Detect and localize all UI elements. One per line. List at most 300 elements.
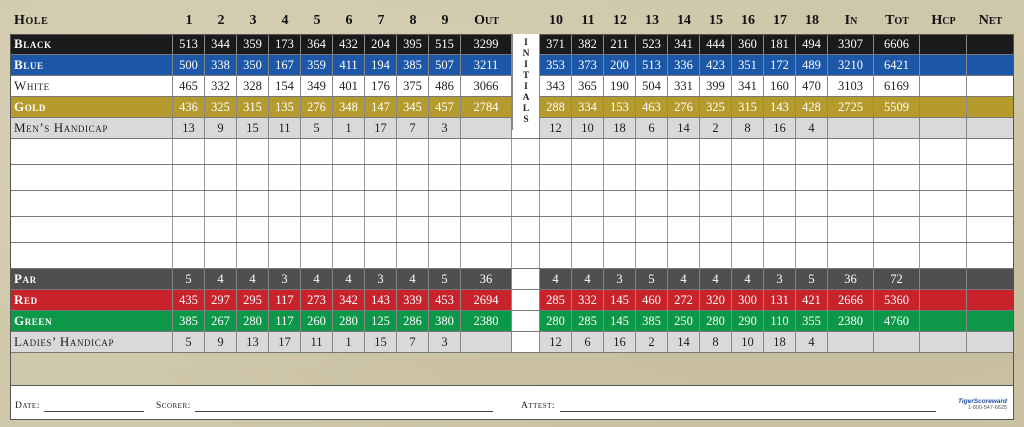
score-entry-row[interactable] — [10, 165, 1014, 191]
in-total: 36 — [828, 269, 874, 289]
hole-8-value: 395 — [397, 34, 429, 54]
signature-footer — [10, 386, 1014, 420]
score-cell[interactable] — [173, 139, 205, 164]
score-cell[interactable] — [269, 165, 301, 190]
hole-3-value: 15 — [237, 118, 269, 138]
score-entry-row[interactable] — [10, 243, 1014, 269]
initials-cell[interactable] — [512, 139, 540, 164]
date-field[interactable] — [44, 411, 144, 412]
score-cell[interactable] — [365, 139, 397, 164]
score-cell[interactable] — [365, 191, 397, 216]
net-cell[interactable] — [967, 243, 1014, 268]
hole-3-value: 315 — [237, 97, 269, 117]
hole-14-value: 331 — [668, 76, 700, 96]
hole-15-value: 325 — [700, 97, 732, 117]
hole-8-value: 286 — [397, 311, 429, 331]
attest-label: Attest: — [521, 401, 555, 411]
hole-12-value: 145 — [604, 290, 636, 310]
score-cell[interactable] — [764, 139, 796, 164]
hole-14-value: 336 — [668, 55, 700, 75]
score-cell[interactable] — [636, 243, 668, 268]
hole-6-value: 411 — [333, 55, 365, 75]
score-cell[interactable] — [796, 217, 828, 242]
score-cell[interactable] — [540, 191, 572, 216]
header-out: Out — [474, 13, 499, 28]
score-cell[interactable] — [796, 243, 828, 268]
score-cell[interactable] — [237, 191, 269, 216]
header-17: 17 — [773, 13, 787, 28]
hole-3-value: 295 — [237, 290, 269, 310]
score-cell[interactable] — [796, 165, 828, 190]
row-label: Men’s Handicap — [10, 118, 173, 138]
out-total — [461, 118, 512, 138]
hole-10-value: 285 — [540, 290, 572, 310]
score-entry-row[interactable] — [10, 139, 1014, 165]
hole-4-value: 154 — [269, 76, 301, 96]
header-3: 3 — [249, 13, 257, 28]
total: 6169 — [874, 76, 920, 96]
row-green — [10, 311, 1014, 332]
brand-name: TigerScoreward — [957, 398, 1007, 405]
hole-1-value: 385 — [173, 311, 205, 331]
hole-16-value: 8 — [732, 118, 764, 138]
hole-11-value: 4 — [572, 269, 604, 289]
hole-7-value: 17 — [365, 118, 397, 138]
hole-9-value: 5 — [429, 269, 461, 289]
score-cell[interactable] — [732, 217, 764, 242]
row-label: Blue — [10, 55, 173, 75]
hole-17-value: 131 — [764, 290, 796, 310]
hole-13-value: 5 — [636, 269, 668, 289]
hole-5-value: 276 — [301, 97, 333, 117]
hole-15-value: 444 — [700, 34, 732, 54]
hole-9-value: 3 — [429, 332, 461, 352]
score-cell[interactable] — [828, 139, 874, 164]
hole-1-value: 513 — [173, 34, 205, 54]
score-cell[interactable] — [461, 243, 512, 268]
score-cell[interactable] — [333, 217, 365, 242]
score-cell[interactable] — [301, 139, 333, 164]
hole-5-value: 349 — [301, 76, 333, 96]
score-cell[interactable] — [301, 165, 333, 190]
score-cell[interactable] — [461, 191, 512, 216]
hole-14-value: 4 — [668, 269, 700, 289]
hole-8-value: 375 — [397, 76, 429, 96]
score-cell[interactable] — [205, 191, 237, 216]
hole-17-value: 16 — [764, 118, 796, 138]
hcp-cell — [920, 290, 967, 310]
score-cell[interactable] — [269, 191, 301, 216]
hole-4-value: 117 — [269, 290, 301, 310]
header-14: 14 — [677, 13, 691, 28]
score-cell[interactable] — [429, 165, 461, 190]
hole-15-value: 423 — [700, 55, 732, 75]
net-cell — [967, 290, 1014, 310]
hcp-cell — [920, 118, 967, 138]
hole-18-value: 421 — [796, 290, 828, 310]
score-cell[interactable] — [173, 217, 205, 242]
score-entry-row[interactable] — [10, 191, 1014, 217]
hole-10-value: 288 — [540, 97, 572, 117]
row-label: Gold — [10, 97, 173, 117]
score-entry-row[interactable] — [10, 217, 1014, 243]
hole-1-value: 465 — [173, 76, 205, 96]
hole-18-value: 428 — [796, 97, 828, 117]
hole-6-value: 1 — [333, 118, 365, 138]
header-15: 15 — [709, 13, 723, 28]
hole-17-value: 160 — [764, 76, 796, 96]
row-label — [10, 139, 173, 164]
score-cell[interactable] — [764, 191, 796, 216]
initials-letter: S — [523, 115, 529, 125]
score-cell[interactable] — [668, 165, 700, 190]
score-cell[interactable] — [636, 139, 668, 164]
score-cell[interactable] — [874, 191, 920, 216]
hole-4-value: 3 — [269, 269, 301, 289]
header-13: 13 — [645, 13, 659, 28]
hole-1-value: 436 — [173, 97, 205, 117]
net-cell[interactable] — [967, 191, 1014, 216]
initials-cell[interactable] — [512, 290, 540, 310]
row-label: Par — [10, 269, 173, 289]
net-cell[interactable] — [967, 165, 1014, 190]
row-label: Green — [10, 311, 173, 331]
total: 5360 — [874, 290, 920, 310]
hole-14-value: 276 — [668, 97, 700, 117]
hole-4-value: 135 — [269, 97, 301, 117]
hole-13-value: 463 — [636, 97, 668, 117]
scorer-field[interactable] — [195, 411, 493, 412]
score-cell[interactable] — [874, 243, 920, 268]
hole-8-value: 7 — [397, 332, 429, 352]
score-cell[interactable] — [429, 217, 461, 242]
hole-2-value: 267 — [205, 311, 237, 331]
initials-cell[interactable] — [512, 243, 540, 268]
hole-1-value: 13 — [173, 118, 205, 138]
hcp-cell[interactable] — [920, 217, 967, 242]
attest-field[interactable] — [560, 411, 936, 412]
header-11: 11 — [581, 13, 595, 28]
score-cell[interactable] — [301, 243, 333, 268]
score-cell[interactable] — [572, 191, 604, 216]
hole-10-value: 371 — [540, 34, 572, 54]
score-cell[interactable] — [301, 191, 333, 216]
hole-2-value: 338 — [205, 55, 237, 75]
score-cell[interactable] — [668, 191, 700, 216]
hole-1-value: 5 — [173, 269, 205, 289]
hole-7-value: 125 — [365, 311, 397, 331]
score-cell[interactable] — [764, 243, 796, 268]
hcp-cell — [920, 34, 967, 54]
score-cell[interactable] — [700, 165, 732, 190]
score-cell[interactable] — [636, 191, 668, 216]
total: 5509 — [874, 97, 920, 117]
hole-12-value: 3 — [604, 269, 636, 289]
total — [874, 332, 920, 352]
hole-8-value: 385 — [397, 55, 429, 75]
hole-17-value: 3 — [764, 269, 796, 289]
hcp-cell — [920, 97, 967, 117]
hcp-cell[interactable] — [920, 243, 967, 268]
hole-13-value: 523 — [636, 34, 668, 54]
hole-5-value: 364 — [301, 34, 333, 54]
score-cell[interactable] — [604, 243, 636, 268]
header-18: 18 — [805, 13, 819, 28]
score-cell[interactable] — [540, 165, 572, 190]
hole-1-value: 435 — [173, 290, 205, 310]
hole-11-value: 334 — [572, 97, 604, 117]
hole-17-value: 143 — [764, 97, 796, 117]
score-cell[interactable] — [604, 217, 636, 242]
hole-10-value: 4 — [540, 269, 572, 289]
initials-letter: L — [522, 104, 530, 114]
hole-13-value: 385 — [636, 311, 668, 331]
hcp-cell[interactable] — [920, 165, 967, 190]
initials-letter: I — [524, 60, 528, 70]
net-cell — [967, 55, 1014, 75]
hcp-cell[interactable] — [920, 191, 967, 216]
scorer-label: Scorer: — [156, 401, 191, 411]
hole-18-value: 355 — [796, 311, 828, 331]
hole-11-value: 10 — [572, 118, 604, 138]
hole-3-value: 350 — [237, 55, 269, 75]
score-cell[interactable] — [828, 165, 874, 190]
hole-16-value: 315 — [732, 97, 764, 117]
score-cell[interactable] — [173, 191, 205, 216]
hole-18-value: 5 — [796, 269, 828, 289]
score-cell[interactable] — [205, 217, 237, 242]
score-cell[interactable] — [540, 139, 572, 164]
hole-4-value: 117 — [269, 311, 301, 331]
hole-2-value: 325 — [205, 97, 237, 117]
hole-15-value: 2 — [700, 118, 732, 138]
hole-9-value: 515 — [429, 34, 461, 54]
hole-14-value: 341 — [668, 34, 700, 54]
score-cell[interactable] — [668, 139, 700, 164]
hole-6-value: 280 — [333, 311, 365, 331]
score-cell[interactable] — [237, 139, 269, 164]
hcp-cell — [920, 76, 967, 96]
score-cell[interactable] — [700, 243, 732, 268]
hcp-cell[interactable] — [920, 139, 967, 164]
hole-10-value: 12 — [540, 332, 572, 352]
score-cell[interactable] — [397, 139, 429, 164]
score-cell[interactable] — [700, 139, 732, 164]
score-cell[interactable] — [572, 243, 604, 268]
net-cell — [967, 332, 1014, 352]
hcp-cell — [920, 269, 967, 289]
score-cell[interactable] — [365, 165, 397, 190]
score-cell[interactable] — [572, 165, 604, 190]
initials-cell[interactable] — [512, 332, 540, 352]
hcp-cell — [920, 311, 967, 331]
score-cell[interactable] — [173, 243, 205, 268]
score-cell[interactable] — [572, 217, 604, 242]
score-cell[interactable] — [828, 191, 874, 216]
score-cell[interactable] — [269, 139, 301, 164]
net-cell[interactable] — [967, 139, 1014, 164]
score-cell[interactable] — [700, 191, 732, 216]
score-cell[interactable] — [604, 165, 636, 190]
hole-6-value: 342 — [333, 290, 365, 310]
hole-14-value: 250 — [668, 311, 700, 331]
score-cell[interactable] — [732, 191, 764, 216]
hole-16-value: 10 — [732, 332, 764, 352]
score-cell[interactable] — [461, 139, 512, 164]
hole-18-value: 4 — [796, 118, 828, 138]
hole-9-value: 453 — [429, 290, 461, 310]
score-cell[interactable] — [429, 243, 461, 268]
hole-1-value: 5 — [173, 332, 205, 352]
score-cell[interactable] — [237, 243, 269, 268]
score-cell[interactable] — [604, 191, 636, 216]
score-cell[interactable] — [429, 139, 461, 164]
initials-cell[interactable] — [512, 165, 540, 190]
score-cell[interactable] — [333, 139, 365, 164]
hole-11-value: 332 — [572, 290, 604, 310]
hole-18-value: 489 — [796, 55, 828, 75]
hole-6-value: 4 — [333, 269, 365, 289]
score-cell[interactable] — [237, 165, 269, 190]
row-label — [10, 243, 173, 268]
score-cell[interactable] — [668, 217, 700, 242]
hole-7-value: 15 — [365, 332, 397, 352]
date-label: Date: — [15, 401, 40, 411]
hole-5-value: 273 — [301, 290, 333, 310]
brand-phone: 1-800-547-6625 — [967, 405, 1007, 411]
out-total — [461, 332, 512, 352]
initials-cell[interactable] — [512, 217, 540, 242]
hole-17-value: 172 — [764, 55, 796, 75]
in-total: 3307 — [828, 34, 874, 54]
score-cell[interactable] — [764, 165, 796, 190]
row-ladies-handicap — [10, 332, 1014, 353]
header-2: 2 — [217, 13, 225, 28]
in-total: 3210 — [828, 55, 874, 75]
score-cell[interactable] — [205, 243, 237, 268]
score-cell[interactable] — [237, 217, 269, 242]
hole-4-value: 167 — [269, 55, 301, 75]
score-cell[interactable] — [700, 217, 732, 242]
hole-5-value: 11 — [301, 332, 333, 352]
initials-cell[interactable] — [512, 191, 540, 216]
score-cell[interactable] — [429, 191, 461, 216]
score-cell[interactable] — [397, 165, 429, 190]
score-cell[interactable] — [397, 191, 429, 216]
total — [874, 118, 920, 138]
hole-11-value: 6 — [572, 332, 604, 352]
hole-13-value: 6 — [636, 118, 668, 138]
hole-7-value: 143 — [365, 290, 397, 310]
initials-cell[interactable] — [512, 311, 540, 331]
score-cell[interactable] — [796, 139, 828, 164]
row-label: Ladies’ Handicap — [10, 332, 173, 352]
hole-17-value: 18 — [764, 332, 796, 352]
hole-10-value: 12 — [540, 118, 572, 138]
hole-12-value: 200 — [604, 55, 636, 75]
score-cell[interactable] — [365, 217, 397, 242]
score-cell[interactable] — [732, 139, 764, 164]
hcp-cell — [920, 332, 967, 352]
hole-16-value: 351 — [732, 55, 764, 75]
score-cell[interactable] — [333, 191, 365, 216]
hole-3-value: 13 — [237, 332, 269, 352]
hole-11-value: 365 — [572, 76, 604, 96]
score-cell[interactable] — [636, 217, 668, 242]
hole-14-value: 14 — [668, 118, 700, 138]
score-cell[interactable] — [874, 139, 920, 164]
score-cell[interactable] — [604, 139, 636, 164]
hole-10-value: 353 — [540, 55, 572, 75]
out-total: 2784 — [461, 97, 512, 117]
hole-6-value: 401 — [333, 76, 365, 96]
in-total — [828, 118, 874, 138]
out-total: 3211 — [461, 55, 512, 75]
score-cell[interactable] — [333, 165, 365, 190]
hole-3-value: 328 — [237, 76, 269, 96]
score-cell[interactable] — [764, 217, 796, 242]
initials-cell[interactable] — [512, 269, 540, 289]
hole-12-value: 190 — [604, 76, 636, 96]
header-12: 12 — [613, 13, 627, 28]
score-cell[interactable] — [540, 243, 572, 268]
score-cell[interactable] — [828, 243, 874, 268]
score-cell[interactable] — [874, 217, 920, 242]
hole-6-value: 348 — [333, 97, 365, 117]
hole-13-value: 460 — [636, 290, 668, 310]
hole-12-value: 211 — [604, 34, 636, 54]
score-cell[interactable] — [540, 217, 572, 242]
score-cell[interactable] — [668, 243, 700, 268]
score-cell[interactable] — [461, 165, 512, 190]
score-cell[interactable] — [732, 165, 764, 190]
header-net: Net — [978, 13, 1003, 28]
hole-15-value: 280 — [700, 311, 732, 331]
hole-5-value: 260 — [301, 311, 333, 331]
header-hcp: Hcp — [931, 13, 956, 28]
score-cell[interactable] — [732, 243, 764, 268]
hole-16-value: 360 — [732, 34, 764, 54]
score-cell[interactable] — [461, 217, 512, 242]
header-tot: Tot — [885, 13, 909, 28]
score-cell[interactable] — [636, 165, 668, 190]
in-total: 2380 — [828, 311, 874, 331]
score-cell[interactable] — [173, 165, 205, 190]
hole-7-value: 194 — [365, 55, 397, 75]
score-cell[interactable] — [205, 139, 237, 164]
score-cell[interactable] — [796, 191, 828, 216]
score-cell[interactable] — [205, 165, 237, 190]
score-cell[interactable] — [572, 139, 604, 164]
hole-16-value: 300 — [732, 290, 764, 310]
hole-2-value: 9 — [205, 332, 237, 352]
score-cell[interactable] — [397, 217, 429, 242]
initials-column — [512, 34, 540, 130]
score-cell[interactable] — [301, 217, 333, 242]
score-cell[interactable] — [874, 165, 920, 190]
score-cell[interactable] — [333, 243, 365, 268]
header-1: 1 — [185, 13, 193, 28]
hole-14-value: 272 — [668, 290, 700, 310]
net-cell — [967, 97, 1014, 117]
score-cell[interactable] — [397, 243, 429, 268]
score-cell[interactable] — [365, 243, 397, 268]
score-cell[interactable] — [828, 217, 874, 242]
score-cell[interactable] — [269, 217, 301, 242]
score-cell[interactable] — [269, 243, 301, 268]
net-cell[interactable] — [967, 217, 1014, 242]
in-total: 2666 — [828, 290, 874, 310]
